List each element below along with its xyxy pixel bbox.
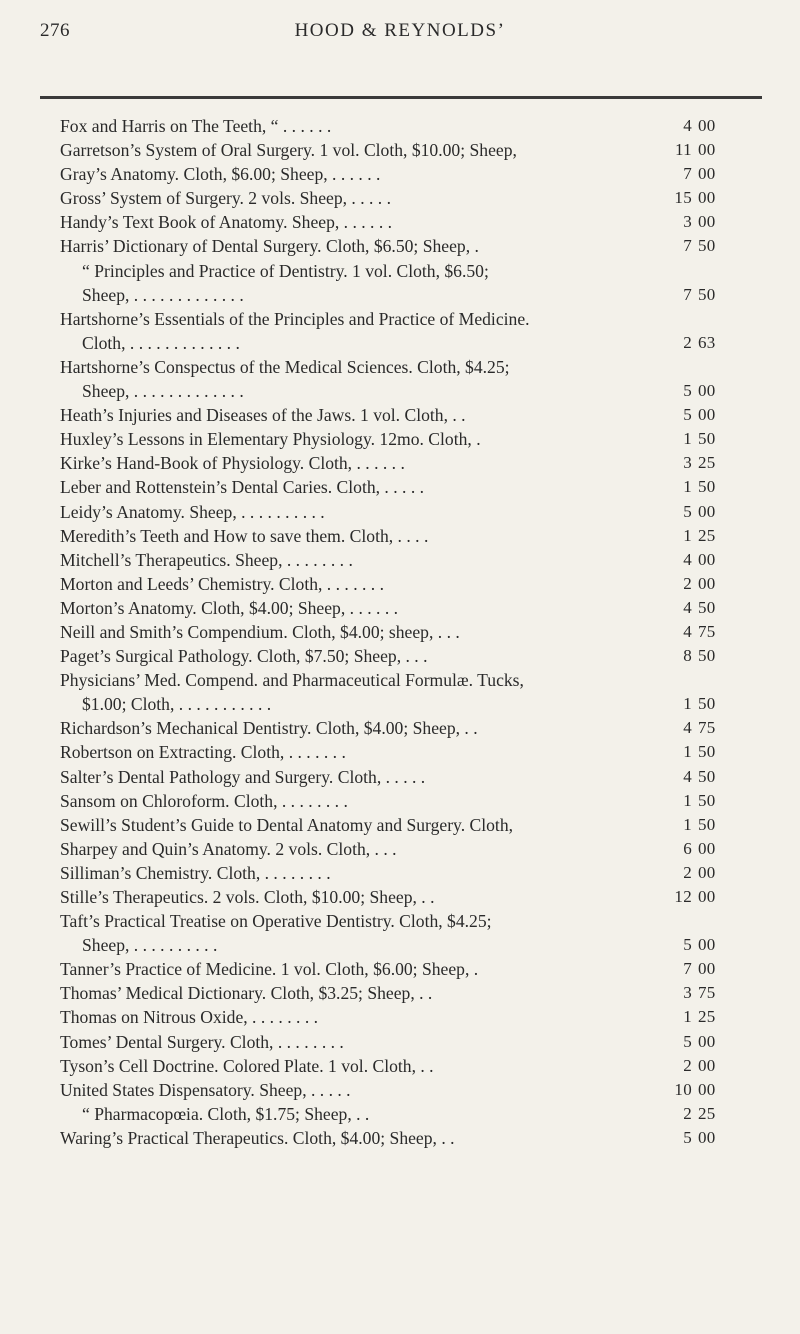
price-cents: 00 [698, 959, 716, 979]
list-item [60, 813, 760, 837]
price-cents: 50 [698, 284, 716, 304]
running-head: HOOD & REYNOLDS’ [294, 20, 506, 41]
entry-title: Silliman’s Chemistry. Cloth, . . . . . . . . [60, 862, 331, 883]
page-header [40, 20, 760, 50]
list-item [60, 981, 760, 1005]
entry-price [664, 668, 754, 692]
price-dollars: 12 [674, 887, 692, 906]
price-dollars: 6 [683, 838, 692, 858]
entry-price [664, 572, 754, 596]
price-dollars: 5 [683, 1031, 692, 1051]
entry-title: Neill and Smith’s Compendium. Cloth, $4.00; sheep, . . . [60, 621, 460, 642]
list-item [60, 861, 760, 885]
list-item [60, 885, 760, 909]
entry-price [664, 644, 754, 668]
entry-price [664, 909, 754, 933]
book-price-list [60, 114, 760, 1150]
price-cents: 00 [698, 1127, 716, 1147]
list-item [60, 210, 760, 234]
entry-price [664, 1126, 754, 1150]
list-item [60, 765, 760, 789]
price-dollars: 5 [683, 1127, 692, 1147]
list-item [60, 1102, 760, 1126]
entry-price [664, 186, 754, 210]
price-cents: 00 [698, 549, 716, 569]
list-item [60, 716, 760, 740]
list-item [60, 933, 760, 957]
price-cents: 50 [698, 790, 716, 810]
list-item [60, 740, 760, 764]
entry-title: Meredith’s Teeth and How to save them. Cloth, . . . . [60, 525, 429, 546]
list-item [60, 644, 760, 668]
entry-title: Fox and Harris on The Teeth, “ . . . . . . [60, 116, 332, 136]
entry-title: United States Dispensatory. Sheep, . . . . . [60, 1079, 351, 1100]
price-dollars: 5 [683, 935, 692, 955]
entry-price [664, 524, 754, 548]
price-dollars: 5 [683, 381, 692, 401]
entry-price [664, 162, 754, 186]
list-item [60, 283, 760, 307]
list-item [60, 957, 760, 981]
price-cents: 00 [698, 887, 716, 906]
price-dollars: 2 [683, 1055, 692, 1075]
entry-price [664, 1005, 754, 1029]
price-dollars: 1 [683, 814, 692, 834]
list-item [60, 572, 760, 596]
price-dollars: 7 [683, 236, 692, 256]
entry-title: Morton’s Anatomy. Cloth, $4.00; Sheep, . . . . . . [60, 597, 399, 618]
list-item [60, 500, 760, 524]
entry-title: Waring’s Practical Therapeutics. Cloth, $4.00; Sheep, . . [60, 1127, 455, 1148]
entry-price [664, 596, 754, 620]
list-item [60, 524, 760, 548]
price-cents: 63 [698, 332, 716, 352]
entry-price [664, 500, 754, 524]
entry-title: Thomas’ Medical Dictionary. Cloth, $3.25; Sheep, . . [60, 983, 433, 1004]
price-cents: 00 [698, 1079, 716, 1099]
price-dollars: 11 [675, 140, 692, 160]
entry-title: Sheep, . . . . . . . . . . . . . [82, 284, 244, 305]
entry-title: Sansom on Chloroform. Cloth, . . . . . . . . [60, 790, 348, 811]
price-cents: 00 [698, 212, 716, 232]
entry-title: Leber and Rottenstein’s Dental Caries. Cloth, . . . . . [60, 477, 425, 498]
entry-title: Robertson on Extracting. Cloth, . . . . . . . [60, 742, 346, 763]
price-cents: 25 [698, 453, 716, 473]
entry-price [664, 1078, 754, 1102]
entry-price [664, 210, 754, 234]
entry-title: Mitchell’s Therapeutics. Sheep, . . . . . . . . [60, 549, 353, 570]
list-item [60, 162, 760, 186]
price-cents: 00 [698, 1031, 716, 1051]
entry-price [664, 716, 754, 740]
list-item [60, 909, 760, 933]
price-dollars: 8 [683, 646, 692, 666]
price-dollars: 2 [683, 1103, 692, 1123]
list-item [60, 1126, 760, 1150]
price-cents: 50 [698, 766, 716, 786]
list-item [60, 1005, 760, 1029]
price-cents: 00 [698, 116, 716, 135]
price-cents: 50 [698, 429, 716, 449]
entry-title: Morton and Leeds’ Chemistry. Cloth, . . . . . . . [60, 573, 384, 594]
list-item [60, 259, 760, 283]
price-dollars: 4 [683, 766, 692, 786]
list-item [60, 596, 760, 620]
entry-title: Taft’s Practical Treatise on Operative Dentistry. Cloth, $4.25; [60, 911, 492, 932]
price-dollars: 1 [683, 429, 692, 449]
entry-title: Sheep, . . . . . . . . . . [82, 935, 218, 956]
entry-price [664, 885, 754, 909]
entry-price [664, 620, 754, 644]
price-dollars: 1 [683, 477, 692, 497]
list-item [60, 548, 760, 572]
price-cents: 00 [698, 140, 716, 160]
entry-title: Paget’s Surgical Pathology. Cloth, $7.50; Sheep, . . . [60, 646, 428, 667]
list-item [60, 355, 760, 379]
entry-price [664, 331, 754, 355]
entry-price [664, 234, 754, 258]
entry-price [664, 403, 754, 427]
list-item [60, 114, 760, 138]
entry-title: Garretson’s System of Oral Surgery. 1 vol. Cloth, $10.00; Sheep, [60, 140, 517, 161]
price-cents: 00 [698, 935, 716, 955]
entry-title: Gross’ System of Surgery. 2 vols. Sheep, . . . . . [60, 188, 392, 209]
entry-price [664, 138, 754, 162]
price-cents: 75 [698, 621, 716, 641]
price-cents: 00 [698, 862, 716, 882]
entry-price [664, 114, 754, 138]
entry-price [664, 861, 754, 885]
price-cents: 00 [698, 381, 716, 401]
price-dollars: 3 [683, 453, 692, 473]
list-item [60, 427, 760, 451]
list-item [60, 620, 760, 644]
price-dollars: 2 [683, 332, 692, 352]
price-dollars: 4 [683, 549, 692, 569]
entry-title: Leidy’s Anatomy. Sheep, . . . . . . . . . . [60, 501, 325, 522]
price-dollars: 2 [683, 862, 692, 882]
list-item [60, 1030, 760, 1054]
entry-title: Kirke’s Hand-Book of Physiology. Cloth, . . . . . . [60, 453, 405, 474]
list-item [60, 234, 760, 258]
entry-price [664, 355, 754, 379]
entry-price [664, 427, 754, 451]
list-item [60, 837, 760, 861]
price-cents: 25 [698, 525, 716, 545]
entry-title: Sewill’s Student’s Guide to Dental Anatomy and Surgery. Cloth, [60, 814, 514, 835]
price-cents: 00 [698, 501, 716, 521]
price-cents: 25 [698, 1103, 716, 1123]
entry-price [664, 379, 754, 403]
price-cents: 50 [698, 236, 716, 256]
price-dollars: 7 [683, 164, 692, 184]
list-item [60, 475, 760, 499]
entry-price [664, 451, 754, 475]
price-cents: 00 [698, 1055, 716, 1075]
entry-title: Tyson’s Cell Doctrine. Colored Plate. 1 vol. Cloth, . . [60, 1055, 434, 1076]
list-item [60, 789, 760, 813]
price-cents: 00 [698, 838, 716, 858]
price-dollars: 7 [683, 284, 692, 304]
price-cents: 50 [698, 694, 716, 714]
price-dollars: 1 [683, 742, 692, 762]
entry-price [664, 1102, 754, 1126]
entry-price [664, 307, 754, 331]
entry-title: Hartshorne’s Essentials of the Principles and Practice of Medicine. [60, 308, 530, 329]
list-item [60, 379, 760, 403]
entry-price [664, 813, 754, 837]
entry-title: Gray’s Anatomy. Cloth, $6.00; Sheep, . . . . . . [60, 164, 381, 185]
price-cents: 00 [698, 188, 716, 208]
entry-title: Tanner’s Practice of Medicine. 1 vol. Cloth, $6.00; Sheep, . [60, 959, 479, 980]
entry-price [664, 283, 754, 307]
entry-price [664, 475, 754, 499]
price-dollars: 4 [683, 116, 692, 135]
entry-title: Heath’s Injuries and Diseases of the Jaws. 1 vol. Cloth, . . [60, 405, 466, 426]
price-dollars: 10 [674, 1079, 692, 1099]
entry-price [664, 548, 754, 572]
entry-title: Physicians’ Med. Compend. and Pharmaceutical Formulæ. Tucks, [60, 670, 524, 691]
price-dollars: 1 [683, 694, 692, 714]
entry-title: Stille’s Therapeutics. 2 vols. Cloth, $10.00; Sheep, . . [60, 887, 435, 907]
price-dollars: 3 [683, 983, 692, 1003]
entry-title: Cloth, . . . . . . . . . . . . . [82, 332, 240, 353]
list-item [60, 451, 760, 475]
entry-title: “ Principles and Practice of Dentistry. 1 vol. Cloth, $6.50; [82, 260, 489, 281]
price-cents: 50 [698, 477, 716, 497]
entry-title: Sharpey and Quin’s Anatomy. 2 vols. Cloth, . . . [60, 838, 397, 859]
price-cents: 50 [698, 742, 716, 762]
entry-title: $1.00; Cloth, . . . . . . . . . . . [82, 694, 272, 715]
price-dollars: 3 [683, 212, 692, 232]
list-item [60, 138, 760, 162]
entry-title: Sheep, . . . . . . . . . . . . . [82, 381, 244, 402]
list-item [60, 403, 760, 427]
price-dollars: 4 [683, 621, 692, 641]
price-dollars: 1 [683, 525, 692, 545]
price-dollars: 1 [683, 790, 692, 810]
price-cents: 00 [698, 573, 716, 593]
price-cents: 00 [698, 405, 716, 425]
list-item [60, 307, 760, 331]
page-number: 276 [40, 20, 70, 41]
entry-price [664, 740, 754, 764]
price-dollars: 5 [683, 405, 692, 425]
entry-title: Tomes’ Dental Surgery. Cloth, . . . . . . . . [60, 1031, 344, 1052]
entry-price [664, 957, 754, 981]
entry-price [664, 789, 754, 813]
entry-title: “ Pharmacopœia. Cloth, $1.75; Sheep, . . [82, 1103, 370, 1124]
entry-title: Harris’ Dictionary of Dental Surgery. Cloth, $6.50; Sheep, . [60, 236, 479, 257]
entry-title: Hartshorne’s Conspectus of the Medical Sciences. Cloth, $4.25; [60, 356, 510, 377]
entry-title: Huxley’s Lessons in Elementary Physiology. 12mo. Cloth, . [60, 429, 481, 450]
list-item [60, 1078, 760, 1102]
entry-title: Salter’s Dental Pathology and Surgery. Cloth, . . . . . [60, 766, 426, 787]
price-cents: 50 [698, 597, 716, 617]
price-cents: 25 [698, 1007, 716, 1027]
price-dollars: 1 [683, 1007, 692, 1027]
price-cents: 75 [698, 983, 716, 1003]
price-dollars: 4 [683, 597, 692, 617]
entry-price [664, 837, 754, 861]
entry-price [664, 981, 754, 1005]
price-cents: 00 [698, 164, 716, 184]
list-item [60, 1054, 760, 1078]
entry-title: Richardson’s Mechanical Dentistry. Cloth, $4.00; Sheep, . . [60, 718, 478, 739]
entry-title: Handy’s Text Book of Anatomy. Sheep, . . . . . . [60, 212, 393, 233]
price-dollars: 2 [683, 573, 692, 593]
price-dollars: 5 [683, 501, 692, 521]
list-item [60, 331, 760, 355]
price-cents: 75 [698, 718, 716, 738]
list-item [60, 186, 760, 210]
entry-price [664, 1030, 754, 1054]
list-item [60, 668, 760, 692]
entry-price [664, 259, 754, 283]
price-dollars: 7 [683, 959, 692, 979]
header-rule [40, 96, 762, 99]
price-dollars: 15 [674, 188, 692, 208]
list-item [60, 692, 760, 716]
price-cents: 50 [698, 646, 716, 666]
price-cents: 50 [698, 814, 716, 834]
entry-title: Thomas on Nitrous Oxide, . . . . . . . . [60, 1007, 319, 1028]
entry-price [664, 765, 754, 789]
entry-price [664, 1054, 754, 1078]
entry-price [664, 933, 754, 957]
entry-price [664, 692, 754, 716]
price-dollars: 4 [683, 718, 692, 738]
